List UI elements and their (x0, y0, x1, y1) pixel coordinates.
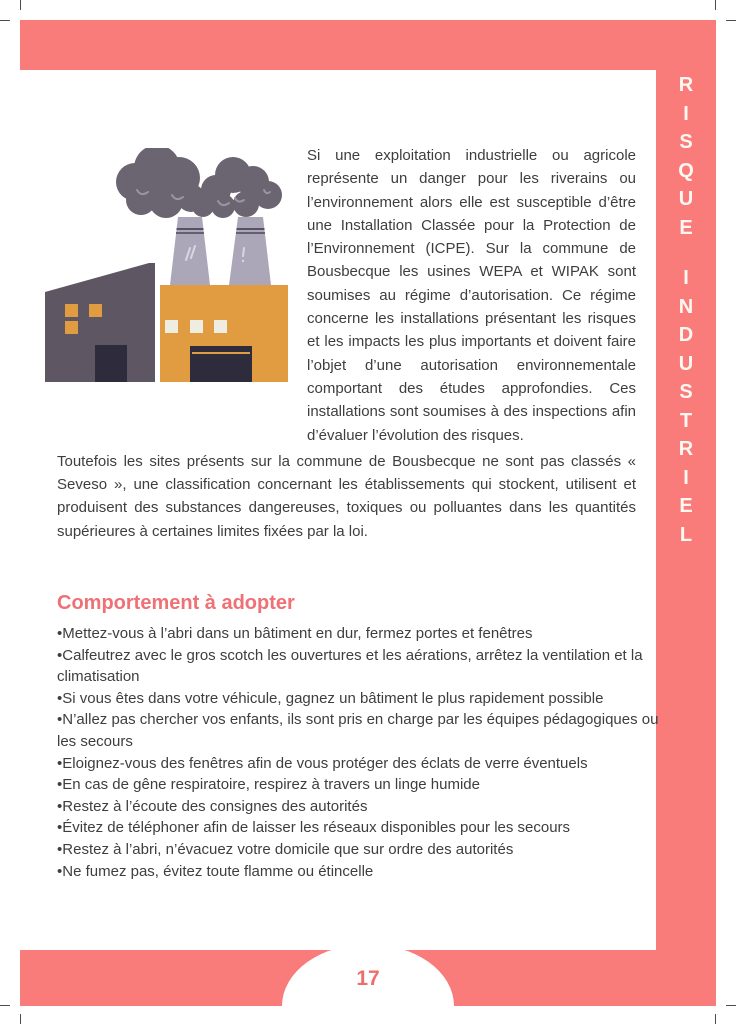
crop-mark-bottom-left-v (20, 1014, 21, 1024)
bottom-border-bar (20, 950, 716, 1006)
page-frame (20, 20, 716, 1006)
sidebar-letter: N (678, 295, 694, 318)
crop-mark-top-right-h (726, 20, 736, 21)
sidebar-vertical-title (656, 20, 716, 1006)
behavior-bullet: • Calfeutrez avec le gros scotch les ouvertures et les aérations, arrêtez la ventilation et la climatisation (57, 645, 665, 688)
warehouse-door (95, 345, 127, 382)
sidebar-letter: S (679, 381, 693, 403)
page-number-dome (282, 944, 454, 1006)
sidebar-letter: T (679, 409, 693, 432)
behavior-bullet-list (57, 623, 665, 882)
sidebar-word-risque (678, 71, 694, 242)
behavior-bullet: • Restez à l’écoute des consignes des autorités (57, 796, 665, 818)
behavior-bullet: • Évitez de téléphoner afin de laisser les réseaux disponibles pour les secours (57, 817, 665, 839)
sidebar-letter: Q (678, 159, 694, 182)
behavior-bullet: • N’allez pas chercher vos enfants, ils sont pris en charge par les équipes pédagogiques ou les secours (57, 709, 665, 752)
sidebar-letter: E (679, 495, 693, 517)
crop-mark-bottom-left-h (0, 1005, 10, 1006)
sidebar-word-industriel (679, 264, 693, 549)
behavior-bullet: • Restez à l’abri, n’évacuez votre domicile que sur ordre des autorités (57, 839, 665, 861)
sidebar-letter: E (679, 216, 693, 239)
factory-building-left (45, 263, 155, 382)
sidebar-letter: I (683, 102, 689, 125)
behavior-heading: Comportement à adopter (57, 592, 295, 614)
top-border-bar (20, 20, 716, 70)
crop-mark-bottom-right-h (726, 1005, 736, 1006)
sidebar-letter: S (679, 131, 693, 153)
sidebar-letter: R (678, 74, 694, 96)
sidebar-letter: R (678, 438, 694, 460)
factory-building-right (160, 285, 288, 382)
crop-mark-top-left-h (0, 20, 10, 21)
factory-illustration (45, 148, 290, 383)
crop-mark-top-left-v (20, 0, 21, 10)
page-number: 17 (356, 967, 380, 990)
sidebar-letter: I (683, 466, 689, 489)
sidebar-letter: I (683, 267, 689, 289)
behavior-bullet: • Eloignez-vous des fenêtres afin de vous protéger des éclats de verre éventuels (57, 753, 665, 775)
behavior-bullet: • En cas de gêne respiratoire, respirez à travers un linge humide (57, 774, 665, 796)
crop-mark-top-right-v (715, 0, 716, 10)
sidebar-letter: D (678, 324, 694, 346)
sidebar-letter: U (678, 352, 694, 375)
behavior-bullet: • Si vous êtes dans votre véhicule, gagnez un bâtiment le plus rapidement possible (57, 688, 665, 710)
chimney-right (229, 217, 271, 285)
behavior-bullet: • Ne fumez pas, évitez toute flamme ou étincelle (57, 861, 665, 883)
chimney-left (170, 217, 210, 285)
intro-paragraph: Si une exploitation industrielle ou agricole représente un danger pour les riverains ou l’environnement alors elle est susceptible d’être une Installation Classée pour la Protection de l’Environnement (ICPE). Sur la commune de Bousbecque les usines WEPA et WIPAK sont soumises au régime d’autorisation. Ce régime concerne les installations présentant les risques et les impacts les plus importants et doivent faire l’objet d’une autorisation environnementale comportant des études approfondies. Ces installations sont soumises à des inspections afin d’évaluer l’évolution des risques. (307, 147, 636, 444)
smoke-clouds (116, 148, 282, 218)
crop-mark-bottom-right-v (715, 1014, 716, 1024)
sidebar-letter: U (678, 188, 694, 210)
seveso-paragraph: Toutefois les sites présents sur la commune de Bousbecque ne sont pas classés « Seveso », une classification concernant les établissements qui stockent, utilisent et produisent des substances dangereuses, toxiques ou polluantes dans les quantités supérieures à certaines limites fixées par la loi. (57, 453, 636, 540)
behavior-bullet: • Mettez-vous à l’abri dans un bâtiment en dur, fermez portes et fenêtres (57, 623, 665, 645)
sidebar-letter: L (679, 523, 693, 546)
garage-door (190, 346, 252, 382)
